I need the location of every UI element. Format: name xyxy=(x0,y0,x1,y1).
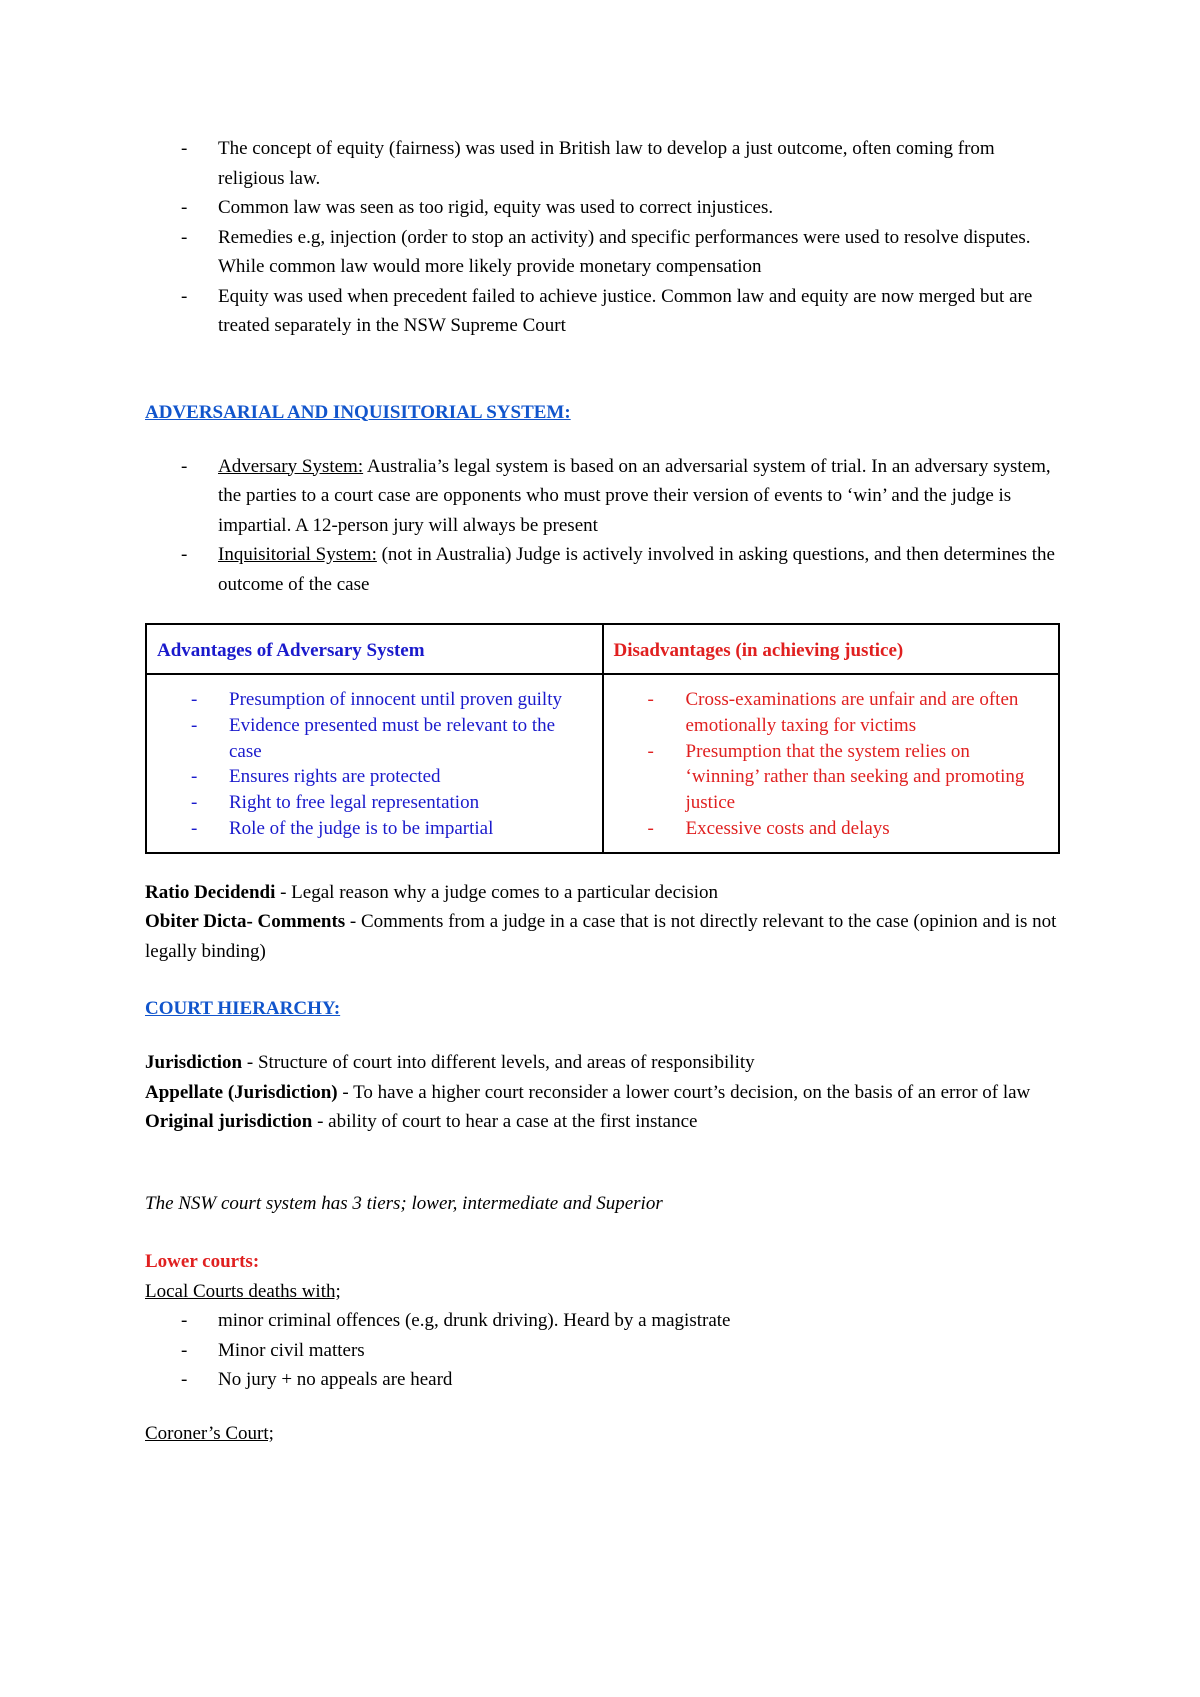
adversary-system-term: Adversary System: xyxy=(218,455,364,477)
intro-bullet-text: Remedies e.g, injection (order to stop an activity) and specific performances were used to resolve disputes. While common law would more likely provide monetary compensation xyxy=(218,226,1031,277)
adversary-system-text: Australia’s legal system is based on an adversarial system of trial. In an adversary system, the parties to a court case are opponents who must prove their version of events to ‘win’ and the judge is impartial. A 12-person jury will always be present xyxy=(218,455,1051,536)
definition-jurisdiction: Jurisdiction - Structure of court into different levels, and areas of responsibility xyxy=(145,1052,755,1074)
list-item: - Excessive costs and delays xyxy=(647,817,890,839)
definition-ratio-decidendi: Ratio Decidendi - Legal reason why a judge comes to a particular decision xyxy=(145,881,718,903)
system-bullet-list xyxy=(145,452,1060,600)
document-page xyxy=(145,134,1060,1448)
court-hierarchy-heading[interactable]: COURT HIERARCHY: xyxy=(145,998,341,1020)
list-item: - Evidence presented must be relevant to the case xyxy=(191,714,556,762)
definition-appellate: Appellate (Jurisdiction) - To have a higher court reconsider a lower court’s decision, on the basis of an error of law xyxy=(145,1081,1031,1103)
disadvantages-header: Disadvantages (in achieving justice) xyxy=(603,624,1060,674)
list-item: - Ensures rights are protected xyxy=(191,766,441,788)
list-item: - Role of the judge is to be impartial xyxy=(191,817,494,839)
list-item: - Presumption that the system relies on ‘winning’ rather than seeking and promoting justice xyxy=(647,740,1025,814)
table-header-row xyxy=(146,624,1059,674)
list-item: - The concept of equity (fairness) was used in British law to develop a just outcome, often coming from religious law. xyxy=(181,138,995,189)
list-item: - No jury + no appeals are heard xyxy=(181,1369,453,1391)
intro-bullet-list xyxy=(145,134,1060,341)
definition-obiter-dicta: Obiter Dicta- Comments - Comments from a judge in a case that is not directly relevant to the case (opinion and is not legally binding) xyxy=(145,911,1057,962)
adversary-system-table xyxy=(145,623,1060,854)
advantages-header: Advantages of Adversary System xyxy=(146,624,603,674)
list-item: - Equity was used when precedent failed to achieve justice. Common law and equity are now merged but are treated separately in the NSW Supreme Court xyxy=(181,285,1033,336)
jurisdiction-definitions xyxy=(145,1048,1060,1137)
court-tiers-note: The NSW court system has 3 tiers; lower, intermediate and Superior xyxy=(145,1192,663,1214)
list-item: - Right to free legal representation xyxy=(191,792,480,814)
list-item: - Minor civil matters xyxy=(181,1339,365,1361)
lower-courts-heading: Lower courts: xyxy=(145,1251,260,1273)
coroners-court-label: Coroner’s Court; xyxy=(145,1422,274,1444)
list-item: - Inquisitorial System: (not in Australia) Judge is actively involved in asking questions, and then determines the outcome of the case xyxy=(181,544,1055,595)
inquisitorial-system-term: Inquisitorial System: xyxy=(218,544,377,565)
latin-definitions xyxy=(145,878,1060,967)
list-item: - Common law was seen as too rigid, equity was used to correct injustices. xyxy=(181,197,774,218)
intro-bullet-text: The concept of equity (fairness) was used in British law to develop a just outcome, often coming from religious law. xyxy=(218,138,995,189)
intro-bullet-text: Equity was used when precedent failed to achieve justice. Common law and equity are now merged but are treated separately in the NSW Supreme Court xyxy=(218,285,1033,336)
inquisitorial-system-text: (not in Australia) Judge is actively involved in asking questions, and then determines the outcome of the case xyxy=(218,544,1055,595)
adversarial-section-heading[interactable]: ADVERSARIAL AND INQUISITORIAL SYSTEM: xyxy=(145,401,571,423)
intro-bullet-text: Common law was seen as too rigid, equity was used to correct injustices. xyxy=(218,197,774,218)
disadvantages-cell xyxy=(603,674,1060,853)
advantages-list xyxy=(147,675,602,852)
table-row xyxy=(146,674,1059,853)
list-item: - Adversary System: Australia’s legal system is based on an adversarial system of trial. In an adversary system, the parties to a court case are opponents who must prove their version of events to ‘win’ and the judge is impartial. A 12-person jury will always be present xyxy=(181,455,1051,536)
list-item: - minor criminal offences (e.g, drunk driving). Heard by a magistrate xyxy=(181,1310,731,1332)
advantages-cell xyxy=(146,674,603,853)
local-courts-label: Local Courts deaths with; xyxy=(145,1280,341,1302)
disadvantages-list xyxy=(604,675,1059,852)
definition-original-jurisdiction: Original jurisdiction - ability of court to hear a case at the first instance xyxy=(145,1111,698,1133)
list-item: - Remedies e.g, injection (order to stop an activity) and specific performances were used to resolve disputes. While common law would more likely provide monetary compensation xyxy=(181,226,1031,277)
local-courts-bullet-list xyxy=(145,1306,1060,1395)
list-item: - Cross-examinations are unfair and are often emotionally taxing for victims xyxy=(647,689,1019,736)
list-item: - Presumption of innocent until proven guilty xyxy=(191,689,562,710)
